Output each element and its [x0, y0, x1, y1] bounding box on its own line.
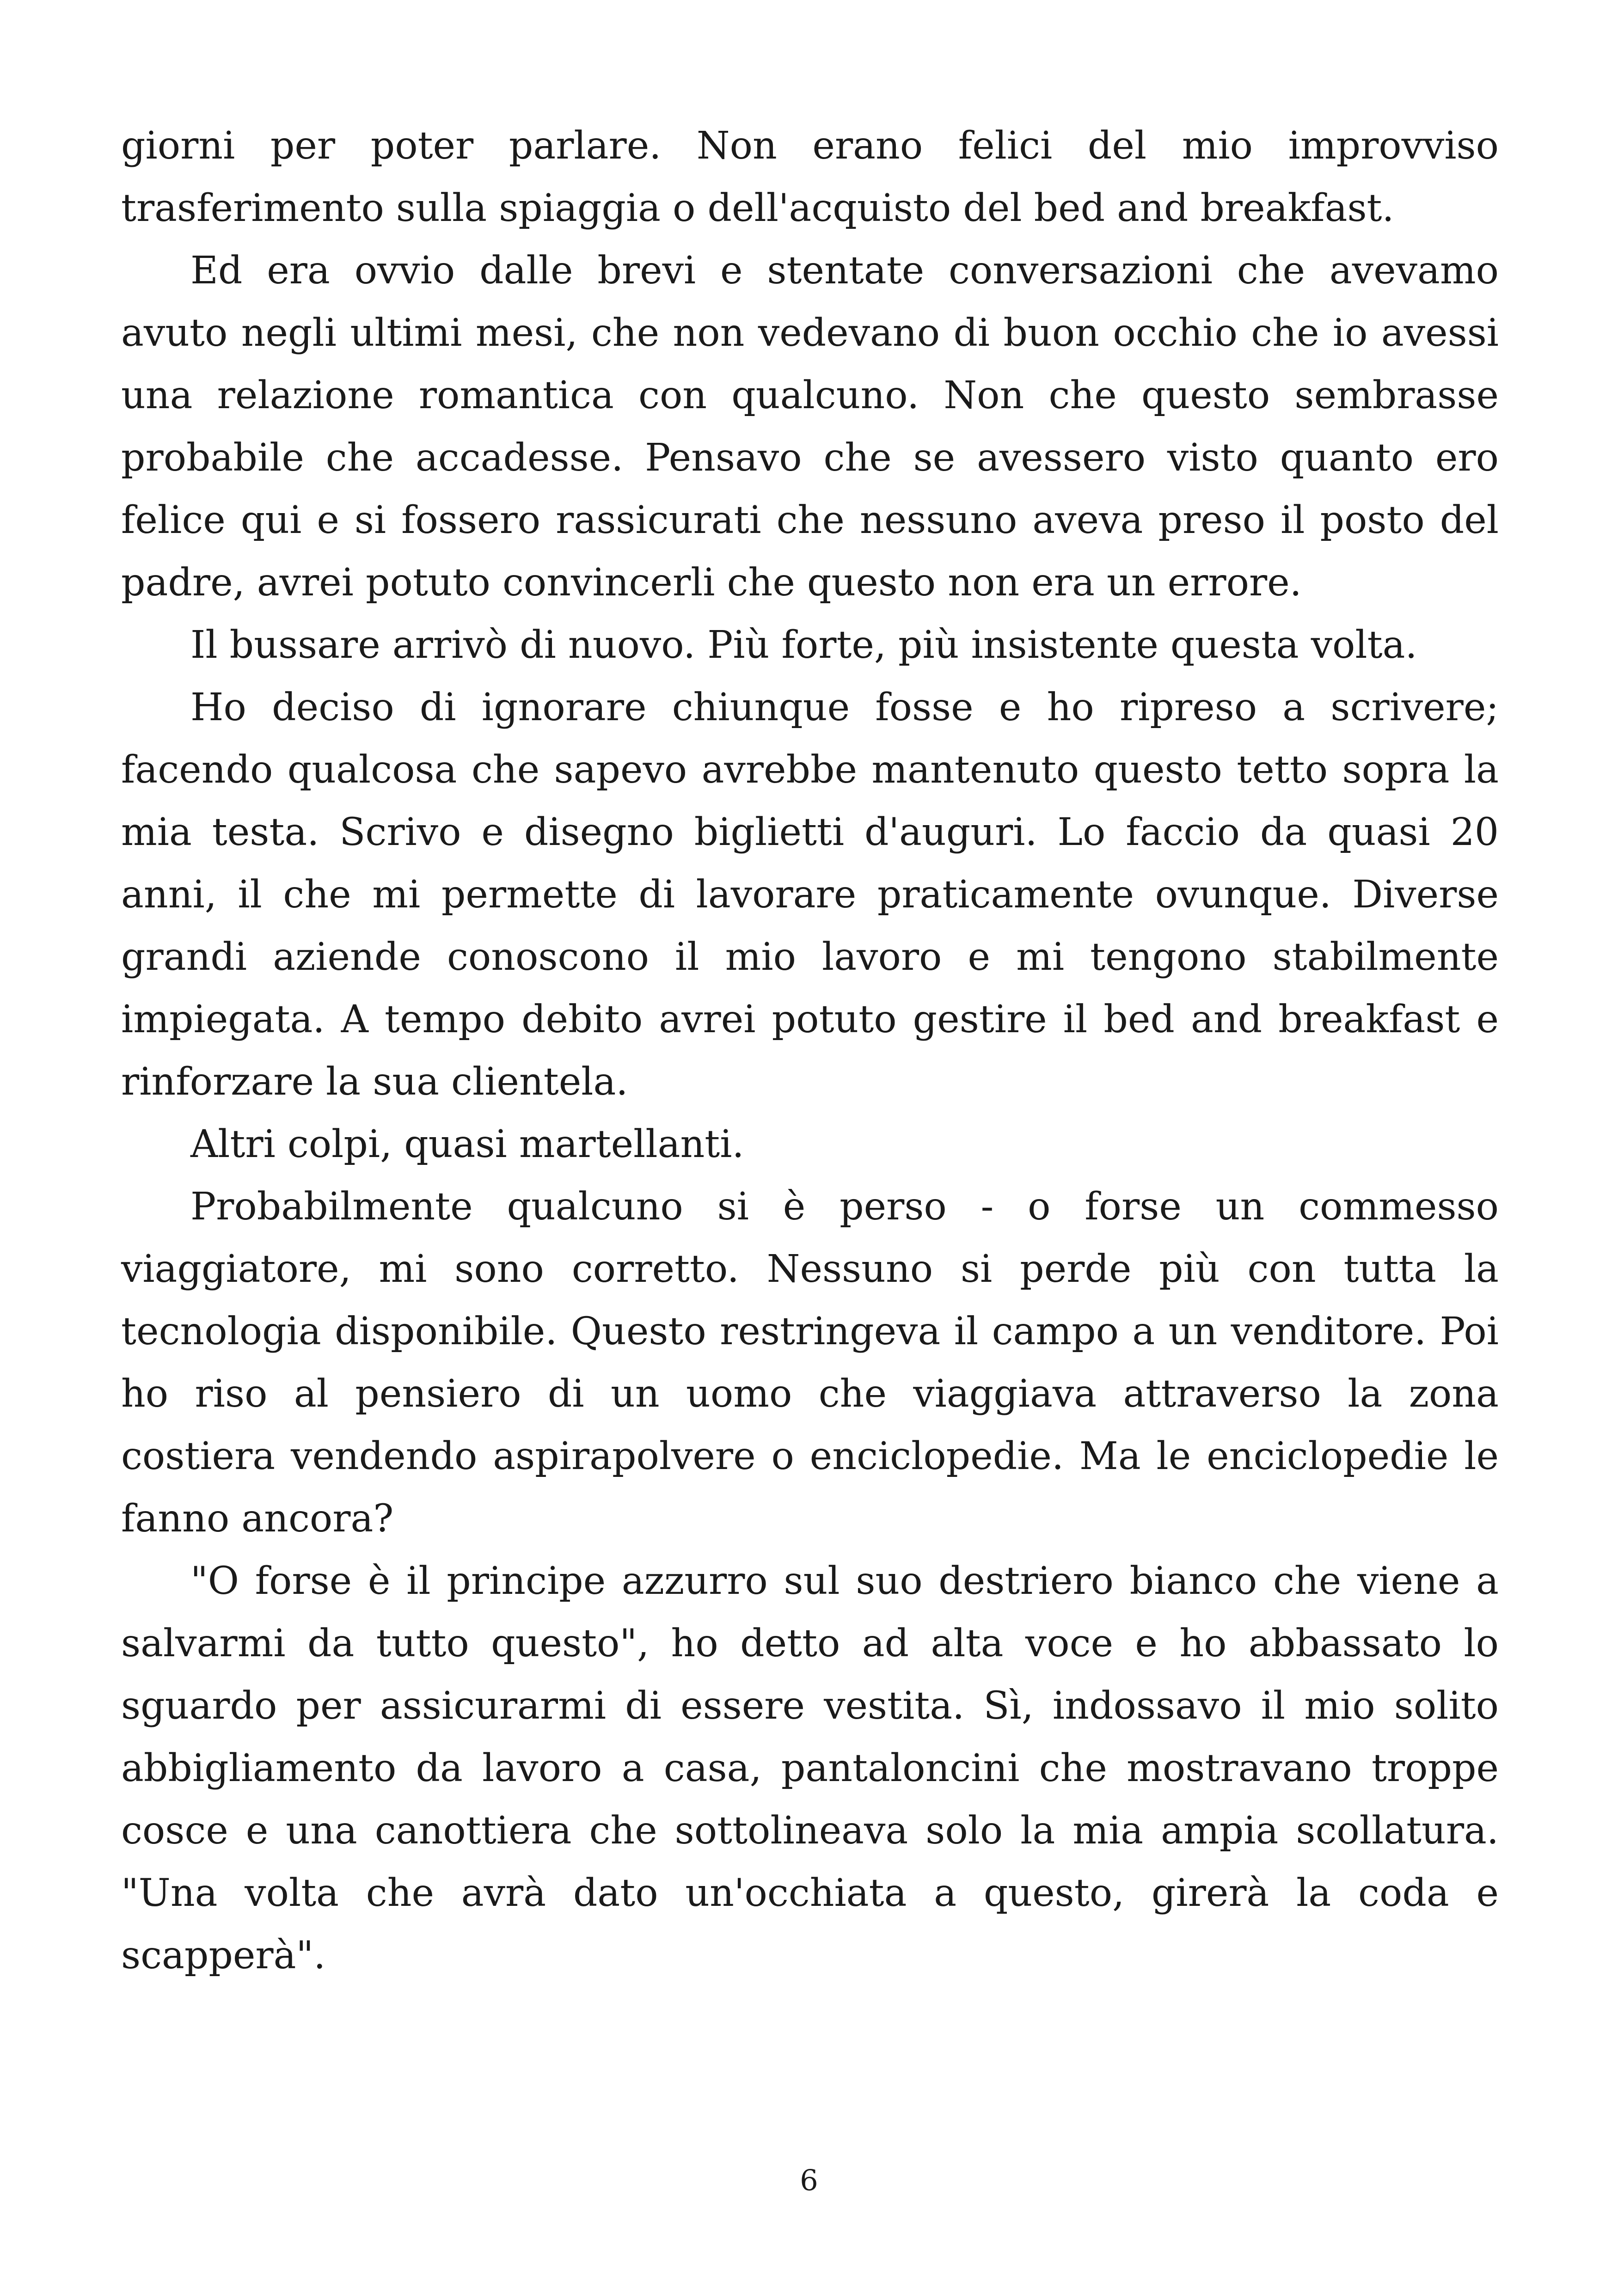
body-text	[121, 115, 1499, 1987]
paragraph-7: "O forse è il principe azzurro sul suo destriero bianco che viene a salvarmi da tutto questo", ho detto ad alta voce e ho abbassato lo sguardo per assicurarmi di essere vestita. Sì, indossavo il mio solito abbigliamento da lavoro a casa, pantaloncini che mostravano troppe cosce e una canottiera che sottolineava solo la mia ampia scollatura. "Una volta che avrà dato un'occhiata a questo, girerà la coda e scapperà".	[121, 1559, 1499, 1978]
paragraph-1: giorni per poter parlare. Non erano felici del mio improvviso trasferimento sulla spiaggia o dell'acquisto del bed and breakfast.	[121, 124, 1499, 230]
paragraph-6: Probabilmente qualcuno si è perso - o forse un commesso viaggiatore, mi sono corretto. Nessuno si perde più con tutta la tecnologia disponibile. Questo restringeva il campo a un venditore. Poi ho riso al pensiero di un uomo che viaggiava attraverso la zona costiera vendendo aspirapolvere o enciclopedie. Ma le enciclopedie le fanno ancora?	[121, 1185, 1499, 1541]
page-number: 6	[800, 2163, 818, 2197]
paragraph-4: Ho deciso di ignorare chiunque fosse e ho ripreso a scrivere; facendo qualcosa che sapevo avrebbe mantenuto questo tetto sopra la mia testa. Scrivo e disegno biglietti d'auguri. Lo faccio da quasi 20 anni, il che mi permette di lavorare praticamente ovunque. Diverse grandi aziende conoscono il mio lavoro e mi tengono stabilmente impiegata. A tempo debito avrei potuto gestire il bed and breakfast e rinforzare la sua clientela.	[121, 686, 1499, 1104]
paragraph-2: Ed era ovvio dalle brevi e stentate conversazioni che avevamo avuto negli ultimi mesi, che non vedevano di buon occhio che io avessi una relazione romantica con qualcuno. Non che questo sembrasse probabile che accadesse. Pensavo che se avessero visto quanto ero felice qui e si fossero rassicurati che nessuno aveva preso il posto del padre, avrei potuto convincerli che questo non era un errore.	[121, 249, 1499, 605]
paragraph-3: Il bussare arrivò di nuovo. Più forte, più insistente questa volta.	[190, 623, 1417, 667]
paragraph-5: Altri colpi, quasi martellanti.	[190, 1122, 744, 1166]
